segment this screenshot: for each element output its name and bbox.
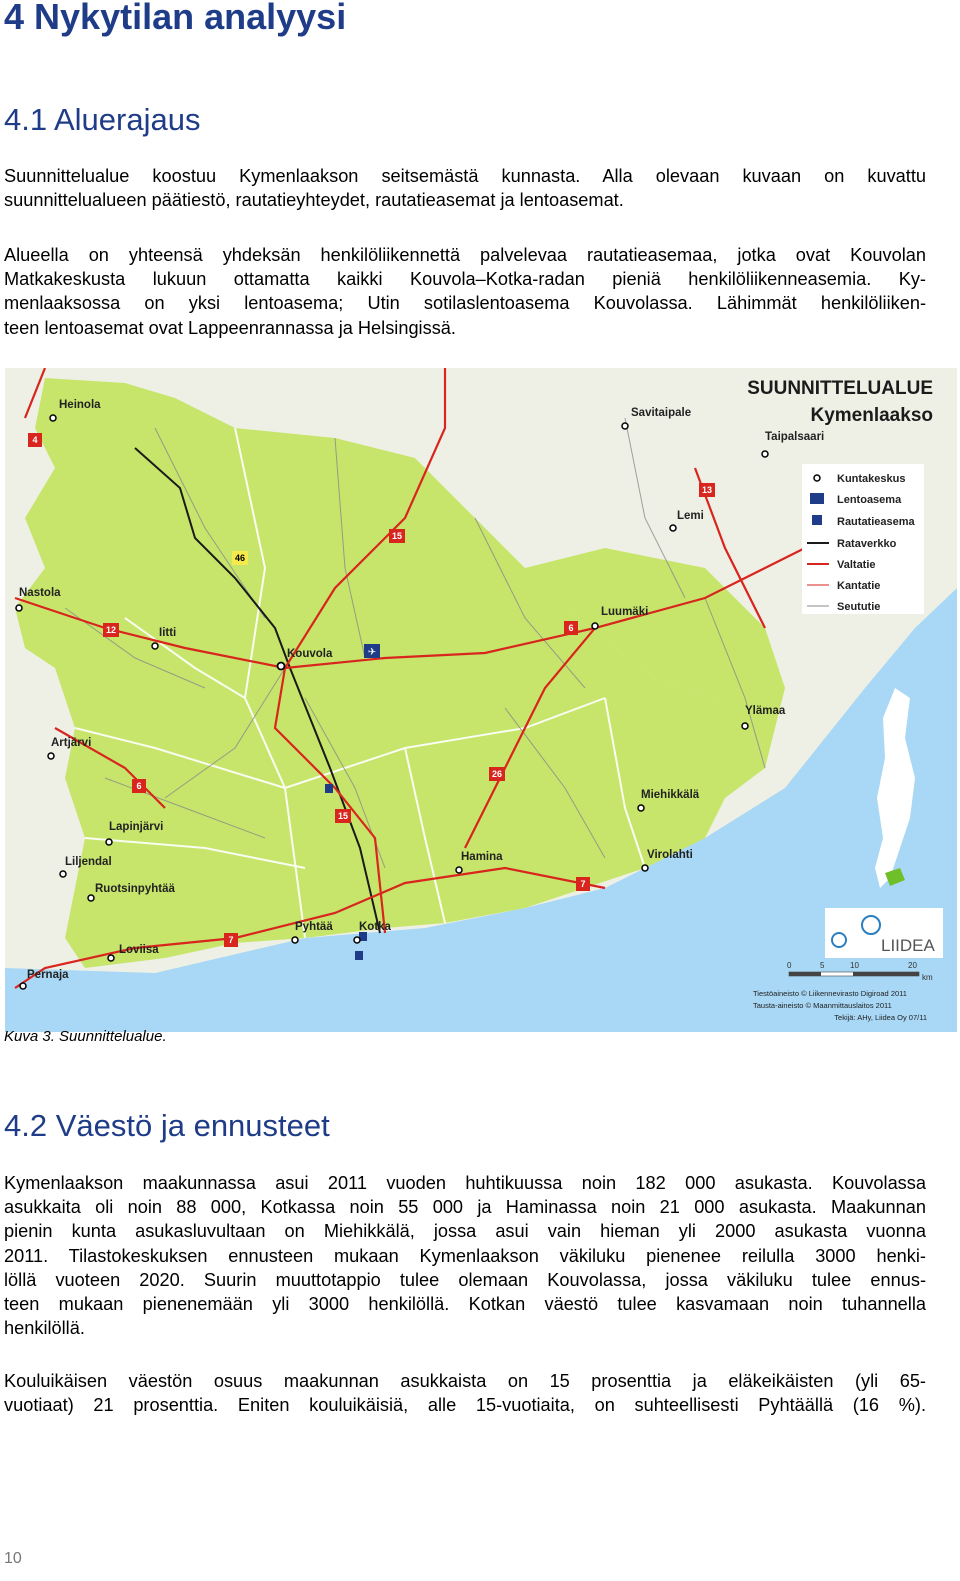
road-badge: 7 <box>580 879 586 889</box>
credit-line: Tausta-aineisto © Maanmittauslaitos 2011 <box>753 1001 892 1010</box>
legend-label: Valtatie <box>837 559 876 571</box>
road-badge: 15 <box>391 531 403 541</box>
place-label: Hamina <box>461 851 503 863</box>
scale-label: 5 <box>820 961 825 970</box>
page-heading: 4 Nykytilan analyysi <box>4 0 347 37</box>
place-label: Loviisa <box>119 944 159 956</box>
text-line: suunnittelualueen päätiestö, rautatieyhteydet, rautatieasemat ja lentoasemat. <box>4 190 624 211</box>
road-badge: 12 <box>105 625 117 635</box>
scale-label: 0 <box>787 961 792 970</box>
place-label: Savitaipale <box>631 407 692 419</box>
legend-town-icon <box>814 475 820 481</box>
road-badge: 6 <box>568 623 574 633</box>
place-label: Pernaja <box>27 969 69 981</box>
legend-station-icon <box>812 515 822 525</box>
text-line: teen lentoasemat ovat Lappeenrannassa ja Helsingissä. <box>4 317 456 338</box>
road-badge: 4 <box>32 435 38 445</box>
legend-label: Kantatie <box>837 580 881 592</box>
place-label: Heinola <box>59 399 101 411</box>
text-line: menlaaksossa on yksi lentoasema; Utin sotilaslentoasema Kouvolassa. Lähimmät henkilöliiken- <box>4 293 926 314</box>
map-title: SUUNNITTELUALUE <box>747 378 933 399</box>
text-line: pienin kunta asukasluvultaan on Miehikkälä, jossa asui vain hieman yli 2000 asukasta vuonna <box>4 1221 926 1242</box>
road-badge: 15 <box>337 811 349 821</box>
map-legend <box>802 464 924 614</box>
paragraph-aluerajaus-1 <box>4 164 926 212</box>
place-label: Artjärvi <box>51 737 92 749</box>
scale-label: 10 <box>850 961 859 970</box>
text-line: 2011. Tilastokeskuksen ennusteen mukaan Kymenlaakson väkiluku pienenee reilulla 3000 henki- <box>4 1245 926 1266</box>
place-label: Kotka <box>359 921 391 933</box>
place-label: Miehikkälä <box>641 789 700 801</box>
credit-line: Tiestöaineisto © Liikennevirasto Digiroad 2011 <box>753 989 907 998</box>
text-line: Alueella on yhteensä yhdeksän henkilöliikennettä palvelevaa rautatieasemaa, jotka ovat Kouvolan <box>4 245 926 265</box>
text-line: Kymenlaakson maakunnassa asui 2011 vuoden huhtikuussa noin 182 000 asukasta. Kouvolassa <box>4 1173 926 1193</box>
paragraph-vaesto-1 <box>4 1171 926 1340</box>
place-label: Virolahti <box>647 849 693 861</box>
text-line: löllä vuoteen 2020. Suurin muuttotappio tulee olemaan Kouvolassa, jossa väkiluku tulee ennus- <box>4 1269 926 1290</box>
legend-label: Lentoasema <box>837 494 902 506</box>
airport-icon <box>364 644 380 658</box>
paragraph-vaesto-2 <box>4 1369 926 1417</box>
place-label: Lapinjärvi <box>109 821 164 833</box>
road-badge: 7 <box>228 935 234 945</box>
place-label: Iitti <box>159 627 177 639</box>
liidea-logo <box>825 908 943 958</box>
section-heading-aluerajaus: 4.1 Aluerajaus <box>4 102 201 137</box>
legend-label: Kuntakeskus <box>837 473 906 485</box>
road-badge: 46 <box>234 553 246 563</box>
paragraph-aluerajaus-2 <box>4 243 926 340</box>
road-badge: 6 <box>136 781 142 791</box>
figure-caption: Kuva 3. Suunnittelualue. <box>4 1028 167 1045</box>
place-label: Taipalsaari <box>765 431 825 443</box>
map-subtitle: Kymenlaakso <box>810 405 933 426</box>
text-line: Kouluikäisen väestön osuus maakunnan asukkaista on 15 prosenttia ja eläkeikäisten (yli 65- <box>4 1371 926 1391</box>
place-label: Kouvola <box>287 648 333 660</box>
text-line: henkilöllä. <box>4 1318 85 1339</box>
place-label: Pyhtää <box>295 921 333 933</box>
page-number: 10 <box>4 1550 22 1567</box>
legend-label: Seututie <box>837 601 881 613</box>
section-heading-vaesto: 4.2 Väestö ja ennusteet <box>4 1108 330 1143</box>
svg-text:✈: ✈ <box>367 647 377 658</box>
place-label: Ruotsinpyhtää <box>95 883 175 895</box>
place-label: Nastola <box>19 587 61 599</box>
credit-line: Tekijä: AHy, Liidea Oy 07/11 <box>834 1013 927 1022</box>
place-label: Ylämaa <box>745 705 786 717</box>
logo-text: LIIDEA <box>881 936 935 955</box>
scale-label: 20 <box>908 961 917 970</box>
text-line: asukkaita oli noin 88 000, Kotkassa noin 55 000 ja Haminassa noin 21 000 asukasta. Maakunnan <box>4 1197 926 1218</box>
scale-label: km <box>922 973 933 982</box>
road-badge: 13 <box>701 485 713 495</box>
legend-label: Rautatieasema <box>837 516 915 528</box>
text-line: Suunnittelualue koostuu Kymenlaakson seitsemästä kunnasta. Alla olevaan kuvaan on kuvattu <box>4 166 926 186</box>
place-label: Liljendal <box>65 856 112 868</box>
place-label: Lemi <box>677 510 704 522</box>
railway-station-icon <box>325 784 333 793</box>
railway-station-icon <box>355 951 363 960</box>
text-line: vuotiaat) 21 prosenttia. Eniten kouluikäisiä, alle 15-vuotiaita, on suhteellisesti Pyhtäällä (16 %). <box>4 1395 926 1416</box>
road-badge: 26 <box>491 769 503 779</box>
text-line: teen mukaan pienenemään yli 3000 henkilöllä. Kotkan väestö tulee kasvamaan noin tuhannella <box>4 1294 926 1315</box>
text-line: Matkakeskusta lukuun ottamatta kaikki Kouvola–Kotka-radan pieniä henkilöliikenneasemia. Ky- <box>4 269 926 290</box>
place-label: Luumäki <box>601 606 649 618</box>
legend-airport-icon <box>810 493 824 504</box>
planning-area-map <box>5 368 957 1032</box>
legend-label: Rataverkko <box>837 538 897 550</box>
